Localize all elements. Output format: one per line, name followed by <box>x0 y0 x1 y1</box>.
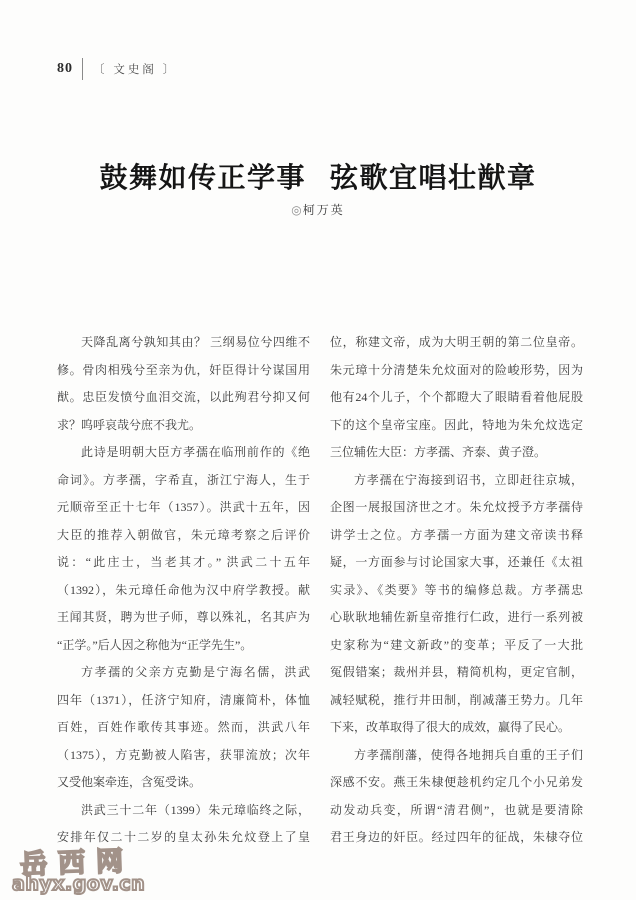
text-line: 冤假错案；裁州并县，精简机构，更定官制， <box>330 665 583 679</box>
text-line: 百姓，百姓作歌传其事迹。然而，洪武八年 <box>57 720 310 734</box>
text-line: 洪武三十二年（1399）朱元璋临终之际， <box>81 802 310 817</box>
header-divider <box>82 58 83 80</box>
article-title <box>0 156 636 196</box>
text-line: 安排年仅二十二岁的皇太孙朱允炆登上了皇 <box>57 830 310 844</box>
text-line: 朱元璋十分清楚朱允炆面对的险峻形势，因为 <box>330 362 583 377</box>
text-line: 讲学士之位。方孝孺一方面为建文帝读书释 <box>330 527 583 542</box>
text-line: 王闻其贤，聘为世子师，尊以殊礼，名其庐为 <box>57 610 310 624</box>
watermark-url: ahyx.gov.cn <box>12 873 146 895</box>
text-line: 求？呜呼哀哉兮庶不我尤。 <box>57 417 202 432</box>
text-line: 方孝孺削藩，使得各地拥兵自重的王子们 <box>354 747 583 762</box>
text-line: （1392），朱元璋任命他为汉中府学教授。献 <box>57 582 310 597</box>
author-byline <box>0 201 636 218</box>
text-line: 猷。忠臣发愤兮血泪交流，以此殉君兮抑又何 <box>57 390 310 404</box>
article-title-part1: 鼓舞如传正学事 <box>99 163 306 194</box>
text-column-left <box>57 329 310 852</box>
text-line: 修。骨肉相残兮至亲为仇，奸臣得计兮谋国用 <box>57 362 310 377</box>
text-line: （1375），方克勤被人陷害，获罪流放；次年 <box>57 747 310 762</box>
text-line: 企图一展报国济世之才。朱允炆授予方孝孺侍 <box>330 500 583 514</box>
text-line: 深感不安。燕王朱棣便趁机约定几个小兄弟发 <box>330 775 583 789</box>
text-line: “正学。”后人因之称他为“正学先生”。 <box>57 637 253 652</box>
text-line: 减轻赋税，推行井田制，削减藩王势力。几年 <box>330 692 583 707</box>
text-line: 元顺帝至正十七年（1357）。洪武十五年，因 <box>57 500 310 514</box>
watermark-logo <box>12 840 172 895</box>
text-line: 天降乱离兮孰知其由？ 三纲易位兮四维不 <box>81 335 310 349</box>
text-line: 史家称为“建文新政”的变革；平反了一大批 <box>330 637 583 652</box>
text-column-right <box>330 329 583 852</box>
text-line: 他有24个儿子，个个都瞪大了眼睛看着他屁股 <box>330 390 583 404</box>
section-label: 〔 文史阁 〕 <box>93 64 178 76</box>
text-line: 心耿耿地辅佐新皇帝推行仁政，进行一系列被 <box>330 610 583 624</box>
author-marker-icon: ◎ <box>291 203 303 217</box>
text-line: 三位辅佐大臣：方孝孺、齐泰、黄子澄。 <box>330 445 547 459</box>
text-line: 方孝孺在宁海接到诏书，立即赶往京城， <box>354 472 583 487</box>
text-line: 下的这个皇帝宝座。因此，特地为朱允炆选定 <box>330 417 583 432</box>
text-line: 说：“此庄士，当老其才。” 洪武二十五年 <box>57 555 310 569</box>
text-line: 君王身边的奸臣。经过四年的征战，朱棣夺位 <box>330 830 583 844</box>
text-line: 命词》。方孝孺，字希直，浙江宁海人，生于 <box>57 472 310 487</box>
article-title-part2: 弦歌宜唱壮猷章 <box>330 163 537 194</box>
text-line: 疑，一方面参与讨论国家大事，还兼任《太祖 <box>330 555 583 569</box>
text-line: 四年（1371），任济宁知府，清廉简朴，体恤 <box>57 692 310 707</box>
page-number: 80 <box>57 61 73 76</box>
page-header <box>57 58 177 80</box>
text-line: 实录》、《类要》等书的编修总裁。方孝孺忠 <box>330 582 583 597</box>
text-line: 下来，改革取得了很大的成效，赢得了民心。 <box>330 720 571 734</box>
text-line: 又受他案牵连，含冤受诛。 <box>57 775 202 789</box>
article-body <box>57 329 583 852</box>
text-line: 方孝孺的父亲方克勤是宁海名儒，洪武 <box>81 665 310 679</box>
text-line: 此诗是明朝大臣方孝孺在临刑前作的《绝 <box>81 445 310 459</box>
text-line: 大臣的推荐入朝做官，朱元璋考察之后评价 <box>57 527 310 542</box>
watermark-site-name: 岳西网 <box>19 845 135 881</box>
author-name: 柯万英 <box>302 203 345 217</box>
text-line: 位，称建文帝，成为大明王朝的第二位皇帝。 <box>330 335 583 349</box>
text-line: 动发动兵变，所谓“清君侧”，也就是要清除 <box>330 802 583 817</box>
